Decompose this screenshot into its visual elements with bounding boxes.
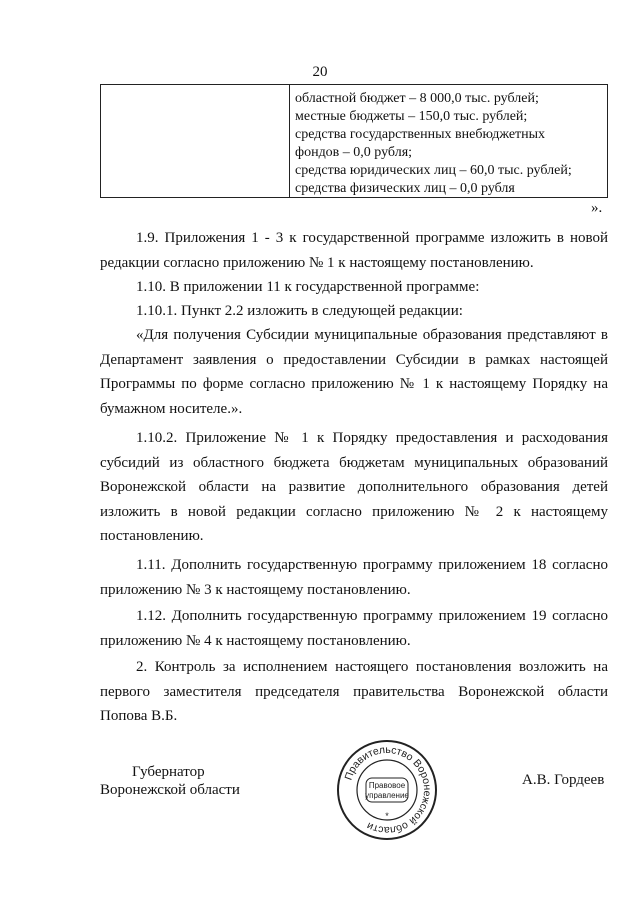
table-line: средства физических лиц – 0,0 рубля xyxy=(295,181,515,196)
page-number: 20 xyxy=(312,64,328,80)
paragraph-1-10 xyxy=(100,275,608,300)
official-seal xyxy=(335,738,439,842)
paragraph-line: субсидий из областного бюджета бюджетам муниципальных образований xyxy=(100,454,608,471)
table-line: областной бюджет – 8 000,0 тыс. рублей; xyxy=(295,91,539,106)
paragraph-1-11 xyxy=(100,553,608,602)
paragraph-line: Департамент заявления о предоставлении Субсидии в рамках настоящей xyxy=(100,351,608,368)
paragraph-line: бумажном носителе.». xyxy=(100,400,243,417)
paragraph-line: постановлению. xyxy=(100,528,204,544)
paragraph-2 xyxy=(100,655,608,729)
closing-quote: ». xyxy=(591,200,603,216)
seal-star: * xyxy=(385,811,389,821)
paragraph-line: 2. Контроль за исполнением настоящего постановления возложить на xyxy=(136,659,608,675)
paragraph-line: 1.10.1. Пункт 2.2 изложить в следующей редакции: xyxy=(136,303,463,319)
paragraph-line: приложению № 4 к настоящему постановлению. xyxy=(100,632,411,649)
table-line: средства государственных внебюджетных xyxy=(295,127,546,142)
paragraph-line: 1.11. Дополнить государственную программу приложением 18 согласно xyxy=(136,557,608,573)
paragraph-line: первого заместителя председателя правительства Воронежской области xyxy=(100,683,608,700)
seal-ring-text: Правительство Воронежской области xyxy=(342,743,434,837)
table-left-cell xyxy=(101,85,290,197)
seal-center-line1: Правовое xyxy=(368,781,406,790)
paragraph-line: 1.10.2. Приложение № 1 к Порядку предоставления и расходования xyxy=(136,430,608,446)
paragraph-line: приложению № 3 к настоящему постановлению. xyxy=(100,581,411,598)
paragraph-line: 1.12. Дополнить государственную программу приложением 19 согласно xyxy=(136,608,608,624)
paragraph-line: «Для получения Субсидии муниципальные образования представляют в xyxy=(136,327,608,343)
funding-table xyxy=(100,84,608,198)
paragraph-line: Попова В.Б. xyxy=(100,708,178,724)
paragraph-line: Воронежской области на развитие дополнительного образования детей xyxy=(100,479,608,495)
table-right-cell xyxy=(295,90,603,198)
signatory-title-line1: Губернатор xyxy=(132,764,205,780)
paragraph-line: изложить в новой редакции согласно приложению № 2 к настоящему xyxy=(100,503,608,520)
signatory-name: А.В. Гордеев xyxy=(522,772,605,788)
paragraph-1-12 xyxy=(100,604,608,653)
signatory-title-line2: Воронежской области xyxy=(100,782,240,798)
paragraph-line: редакции согласно приложению № 1 к настоящему постановлению. xyxy=(100,254,534,271)
paragraph-1-9 xyxy=(100,226,608,275)
paragraph-1-10-1 xyxy=(100,299,608,324)
paragraph-line: Программы по форме согласно приложению № 1 к настоящему Порядку на xyxy=(100,376,608,392)
seal-center-line2: управление xyxy=(365,791,409,800)
table-line: фондов – 0,0 рубля; xyxy=(295,145,413,160)
signatory-title xyxy=(100,763,240,799)
paragraph-line: 1.10. В приложении 11 к государственной программе: xyxy=(136,279,480,295)
paragraph-1-10-2 xyxy=(100,426,608,549)
paragraph-quote xyxy=(100,323,608,421)
table-line: средства юридических лиц – 60,0 тыс. рублей; xyxy=(295,163,572,178)
paragraph-line: 1.9. Приложения 1 - 3 к государственной программе изложить в новой xyxy=(136,230,608,246)
table-line: местные бюджеты – 150,0 тыс. рублей; xyxy=(295,109,528,124)
